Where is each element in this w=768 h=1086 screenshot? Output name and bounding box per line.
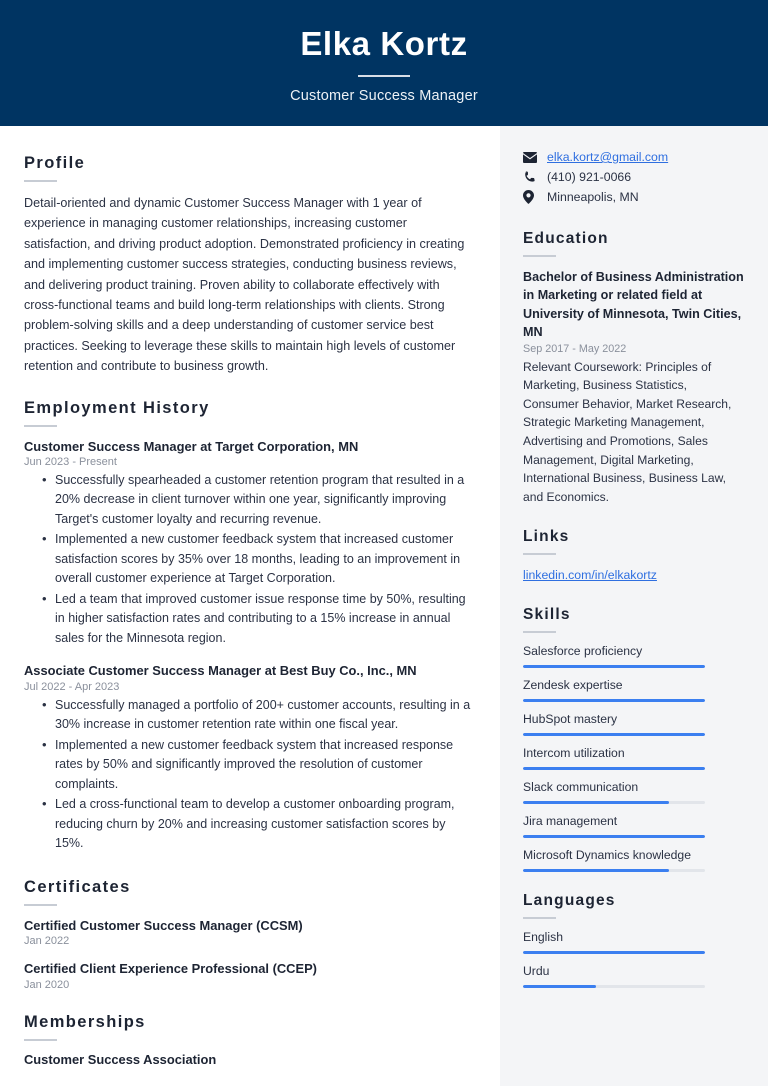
skill-label: Jira management [523,814,618,829]
language-label: Urdu [523,964,550,979]
languages-heading: Languages [523,892,616,910]
profile-text: Detail-oriented and dynamic Customer Success Manager with 1 year of experience in managing customer relationships, increasing customer satisfaction, and driving product adoption. Demonstrated proficiency in creating and implementing customer success strategies, conducting business reviews, and delivering product training. Proven ability to collaborate effectively with cross-functional teams and build long-term relationships with clients. Strong problem-solving skills and a deep understanding of customer service best practices. Seeking to leverage these skills to maintain high levels of customer retention and contribute to business growth. [24,196,465,374]
resume-body [0,126,768,1086]
skill-item [523,712,744,736]
certificate-date: Jan 2020 [24,978,70,991]
skill-item [523,848,744,872]
heading-underline [24,904,57,906]
skill-level-track [523,801,705,804]
employment-bullet: • Successfully spearheaded a customer retention program that resulted in a 20% decrease in client turnover within one year, significantly improving Target's customer loyalty and recurring revenue. [55,471,476,530]
languages-list [523,930,744,988]
skill-level-fill [523,801,669,804]
skill-item [523,678,744,702]
education-description: Relevant Coursework: Principles of Marketing, Business Statistics, Consumer Behavior, Market Research, Strategic Marketing Management, Advertising and Promotions, Sales Management, Digital Marketing, International Business, Business Law, and Economics. [523,359,732,504]
education-title: Bachelor of Business Administration in Marketing or related field at University of Minnesota, Twin Cities, MN [523,270,744,340]
skill-item [523,746,744,770]
sidebar-column [500,126,768,1086]
skill-label: Slack communication [523,780,639,795]
links-heading: Links [523,528,570,546]
contact-text: (410) 921-0066 [547,170,632,184]
section-links [523,528,744,584]
language-level-fill [523,951,705,954]
memberships-heading: Memberships [24,1012,146,1031]
section-skills [523,606,744,872]
skill-level-track [523,835,705,838]
employment-entry-date: Jul 2022 - Apr 2023 [24,680,120,693]
main-column [0,126,500,1086]
skill-label: Zendesk expertise [523,678,623,693]
profile-heading: Profile [24,154,86,172]
section-certificates [24,878,476,991]
phone-icon [523,170,539,184]
skill-level-track [523,767,705,770]
skill-level-fill [523,699,705,702]
section-employment-history [24,399,476,854]
heading-underline [24,1039,57,1041]
language-item [523,930,744,954]
employment-list [24,438,476,854]
candidate-name: Elka Kortz [300,25,468,63]
location-pin-icon [523,190,539,204]
certificate-date: Jan 2022 [24,935,70,948]
language-level-track [523,951,705,954]
profile-link[interactable]: linkedin.com/in/elkakortz [523,568,657,583]
language-level-fill [523,985,596,988]
heading-underline [523,255,556,257]
heading-underline [523,553,556,555]
heading-underline [523,631,556,633]
skills-heading: Skills [523,606,571,624]
education-date: Sep 2017 - May 2022 [523,342,627,355]
contact-item[interactable] [523,150,744,164]
language-level-track [523,985,705,988]
skill-level-fill [523,733,705,736]
skill-item [523,814,744,838]
resume-header [0,0,768,126]
section-languages [523,892,744,988]
heading-underline [24,180,57,182]
skills-list [523,644,744,872]
mail-icon [523,150,539,164]
employment-bullet-list [24,696,476,854]
certificate-title: Certified Customer Success Manager (CCSM) [24,917,303,933]
memberships-list [24,1052,476,1067]
contact-item [523,170,744,184]
certificate-entry [24,917,476,947]
employment-bullet: • Led a team that improved customer issue response time by 50%, resulting in higher satisfaction rates and contributing to a 15% increase in annual sales for the Minnesota region. [55,590,476,649]
language-item [523,964,744,988]
membership-title: Customer Success Association [24,1051,217,1067]
education-heading: Education [523,230,609,247]
header-divider [358,75,410,77]
employment-heading: Employment History [24,398,210,417]
section-memberships [24,1013,476,1067]
skill-label: Microsoft Dynamics knowledge [523,848,691,863]
skill-level-track [523,869,705,872]
employment-bullet-list [24,471,476,649]
certificates-list [24,917,476,991]
employment-entry-title: Associate Customer Success Manager at Best Buy Co., Inc., MN [24,663,417,679]
skill-level-track [523,733,705,736]
employment-bullet: • Implemented a new customer feedback system that increased response rates by 50% and significantly improved the resolution of customer complaints. [55,736,476,795]
employment-entry [24,438,476,649]
contact-list [523,150,744,204]
heading-underline [523,917,556,919]
contact-item [523,190,744,204]
skill-label: Salesforce proficiency [523,644,643,659]
certificate-title: Certified Client Experience Professional (CCEP) [24,961,317,977]
skill-label: Intercom utilization [523,746,625,761]
skill-level-fill [523,767,705,770]
candidate-job-title: Customer Success Manager [290,87,478,104]
heading-underline [24,425,57,427]
certificates-heading: Certificates [24,877,131,896]
contact-text: Minneapolis, MN [547,190,639,204]
skill-label: HubSpot mastery [523,712,618,727]
section-profile [24,154,476,377]
language-label: English [523,930,563,945]
employment-bullet: • Led a cross-functional team to develop a customer onboarding program, reducing churn by 20% and increasing customer satisfaction scores by 15%. [55,795,476,854]
employment-bullet: • Implemented a new customer feedback system that increased customer satisfaction scores by 35% over 18 months, leading to an improvement in overall customer experience at Target Corporation. [55,530,476,589]
skill-item [523,780,744,804]
skill-level-fill [523,869,669,872]
skill-level-track [523,665,705,668]
employment-entry [24,662,476,853]
employment-entry-title: Customer Success Manager at Target Corporation, MN [24,438,359,454]
skill-level-fill [523,835,705,838]
skill-item [523,644,744,668]
employment-entry-date: Jun 2023 - Present [24,455,117,468]
links-list [523,566,744,584]
membership-entry [24,1052,476,1067]
employment-bullet: • Successfully managed a portfolio of 200+ customer accounts, resulting in a 30% increase in customer retention rate within one fiscal year. [55,696,476,735]
certificate-entry [24,960,476,990]
skill-level-fill [523,665,705,668]
contact-text[interactable]: elka.kortz@gmail.com [547,150,669,164]
section-education [523,230,744,506]
skill-level-track [523,699,705,702]
